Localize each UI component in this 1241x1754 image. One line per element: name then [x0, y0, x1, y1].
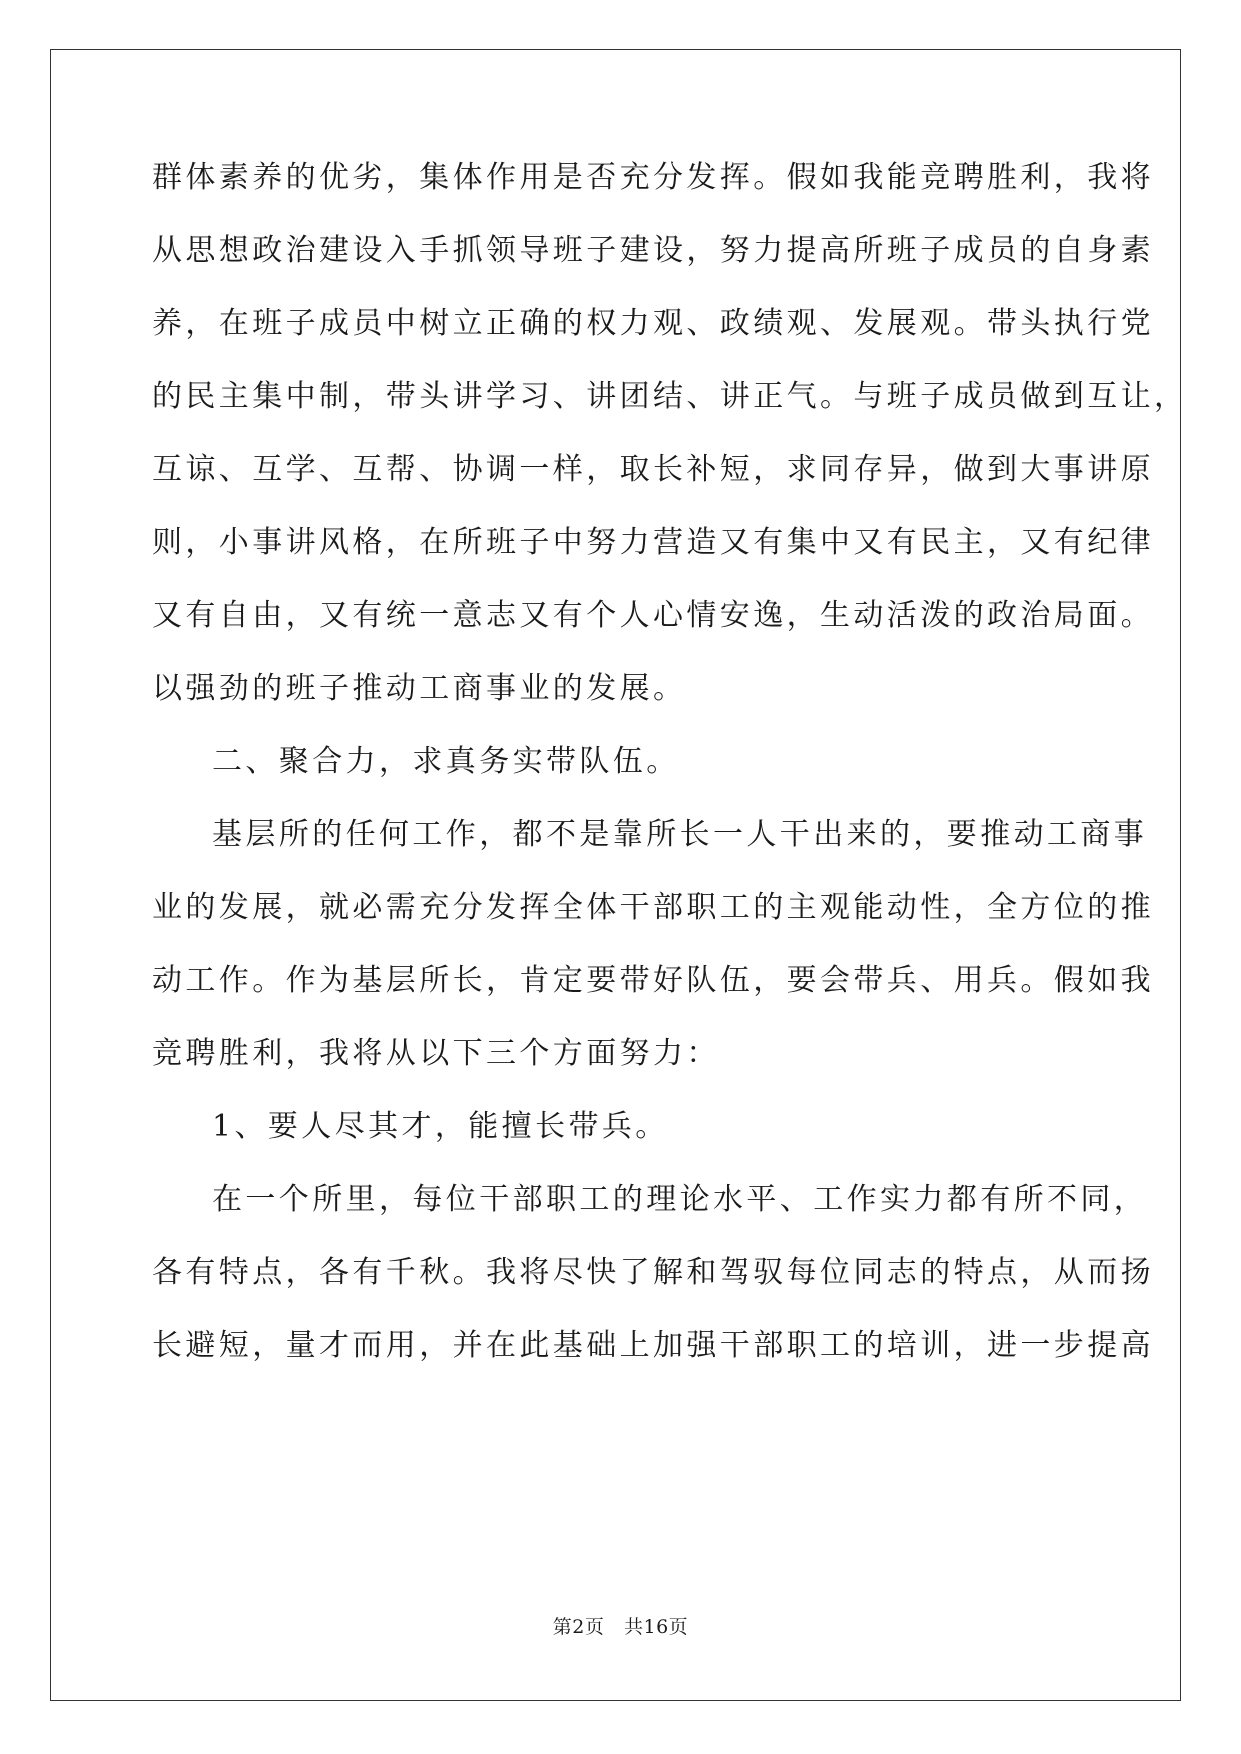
subsection-heading: 1、要人尽其才，能擅长带兵。 [212, 1109, 669, 1144]
text-line: 从思想政治建设入手抓领导班子建设，努力提高所班子成员的自身素 [152, 233, 1154, 268]
text-line: 各有特点，各有千秋。我将尽快了解和驾驭每位同志的特点，从而扬 [152, 1255, 1154, 1290]
text-line: 互谅、互学、互帮、协调一样，取长补短，求同存异，做到大事讲原 [152, 452, 1154, 487]
text-line: 则，小事讲风格，在所班子中努力营造又有集中又有民主，又有纪律 [152, 525, 1154, 560]
paragraph-first-line: 基层所的任何工作，都不是靠所长一人干出来的，要推动工商事 [212, 817, 1148, 852]
text-line: 动工作。作为基层所长，肯定要带好队伍，要会带兵、用兵。假如我 [152, 963, 1154, 998]
page-number: 第2页 共16页 [552, 1616, 689, 1638]
text-line: 以强劲的班子推动工商事业的发展。 [152, 671, 687, 706]
text-line: 业的发展，就必需充分发挥全体干部职工的主观能动性，全方位的推 [152, 890, 1154, 925]
text-line: 又有自由，又有统一意志又有个人心情安逸，生动活泼的政治局面。 [152, 598, 1154, 633]
text-line: 群体素养的优劣，集体作用是否充分发挥。假如我能竞聘胜利，我将 [152, 160, 1154, 195]
text-line: 养，在班子成员中树立正确的权力观、政绩观、发展观。带头执行党 [152, 306, 1154, 341]
section-heading: 二、聚合力，求真务实带队伍。 [212, 744, 680, 779]
text-line: 长避短，量才而用，并在此基础上加强干部职工的培训，进一步提高 [152, 1328, 1154, 1363]
text-line: 的民主集中制，带头讲学习、讲团结、讲正气。与班子成员做到互让， [152, 379, 1188, 414]
text-line: 竞聘胜利，我将从以下三个方面努力： [152, 1036, 720, 1071]
page-border [50, 49, 1181, 1701]
paragraph-first-line: 在一个所里，每位干部职工的理论水平、工作实力都有所不同， [212, 1182, 1148, 1217]
